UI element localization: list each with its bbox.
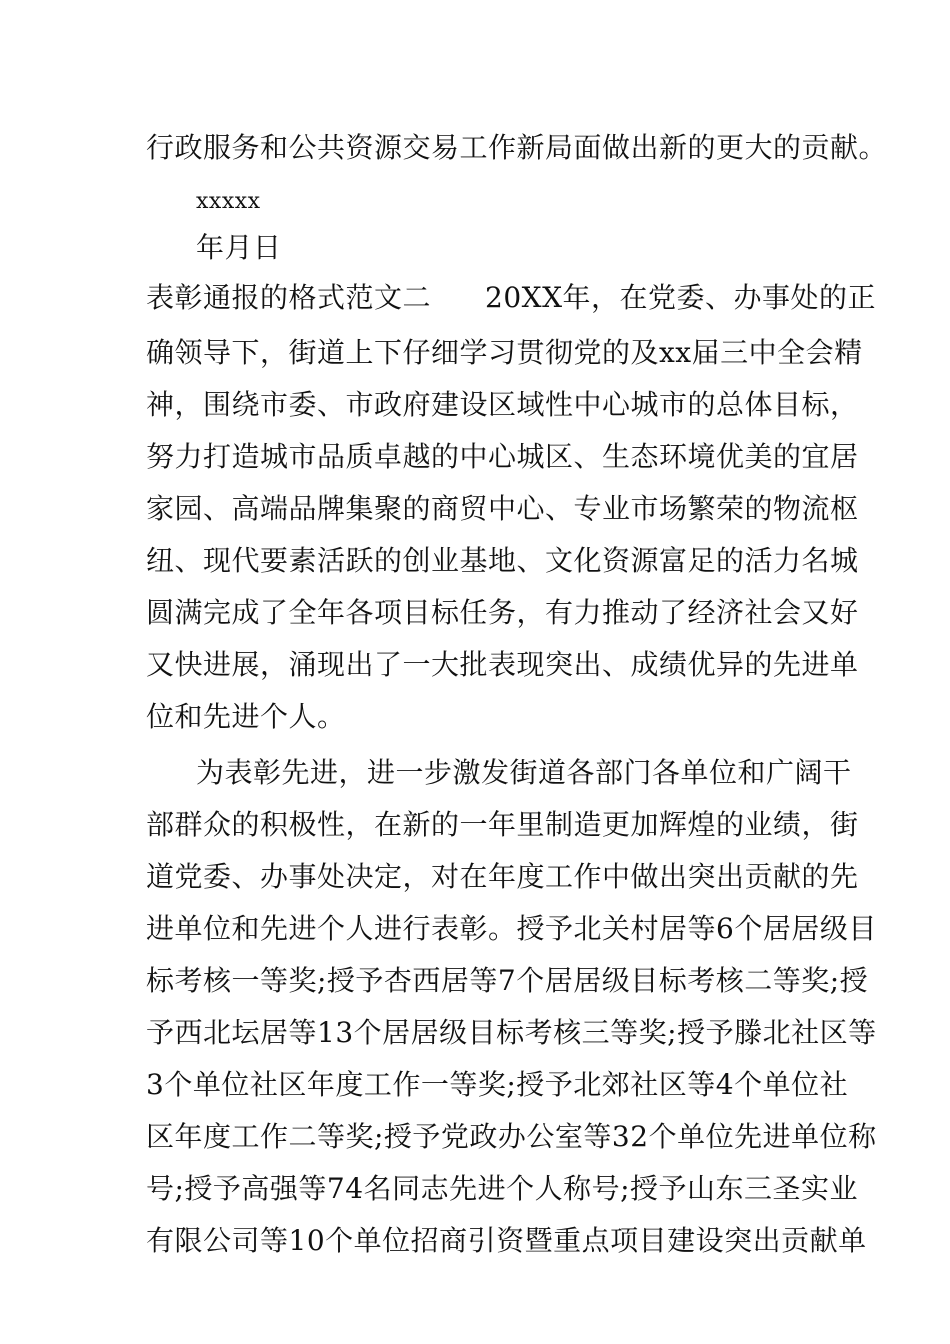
text-line: 纽、现代要素活跃的创业基地、文化资源富足的活力名城: [146, 544, 859, 577]
text-line: 20XX年，在党委、办事处的正: [485, 281, 877, 314]
text-line: 努力打造城市品质卓越的中心城区、生态环境优美的宜居: [146, 440, 859, 473]
text-line: 又快进展，涌现出了一大批表现突出、成绩优异的先进单: [146, 648, 859, 681]
text-line: 有限公司等10个单位招商引资暨重点项目建设突出贡献单: [146, 1224, 867, 1257]
heading-line: [146, 278, 877, 318]
text-line: 圆满完成了全年各项目标任务，有力推动了经济社会又好: [146, 596, 859, 629]
paragraph-start: 为表彰先进，进一步激发街道各部门各单位和广阔干: [196, 756, 852, 789]
text-line: 确领导下，街道上下仔细学习贯彻党的及xx届三中全会精: [146, 336, 863, 369]
date-line: 年月日: [196, 231, 282, 264]
section-title: 表彰通报的格式范文二: [146, 281, 432, 314]
text-line: 予西北坛居等13个居居级目标考核三等奖;授予滕北社区等: [146, 1016, 877, 1049]
text-line: 道党委、办事处决定，对在年度工作中做出突出贡献的先: [146, 860, 859, 893]
signature-placeholder: xxxxx: [196, 189, 261, 214]
text-line: 部群众的积极性，在新的一年里制造更加辉煌的业绩，街: [146, 808, 859, 841]
text-line: 行政服务和公共资源交易工作新局面做出新的更大的贡献。: [146, 131, 888, 164]
text-line: 进单位和先进个人进行表彰。授予北关村居等6个居居级目: [146, 912, 877, 945]
text-line: 位和先进个人。: [146, 700, 346, 733]
text-line: 家园、高端品牌集聚的商贸中心、专业市场繁荣的物流枢: [146, 492, 859, 525]
text-line: 神，围绕市委、市政府建设区域性中心城市的总体目标，: [146, 388, 859, 421]
text-line: 号;授予高强等74名同志先进个人称号;授予山东三圣实业: [146, 1172, 858, 1205]
text-line: 区年度工作二等奖;授予党政办公室等32个单位先进单位称: [146, 1120, 877, 1153]
text-line: 标考核一等奖;授予杏西居等7个居居级目标考核二等奖;授: [146, 964, 869, 997]
text-line: 3个单位社区年度工作一等奖;授予北郊社区等4个单位社: [146, 1068, 849, 1101]
